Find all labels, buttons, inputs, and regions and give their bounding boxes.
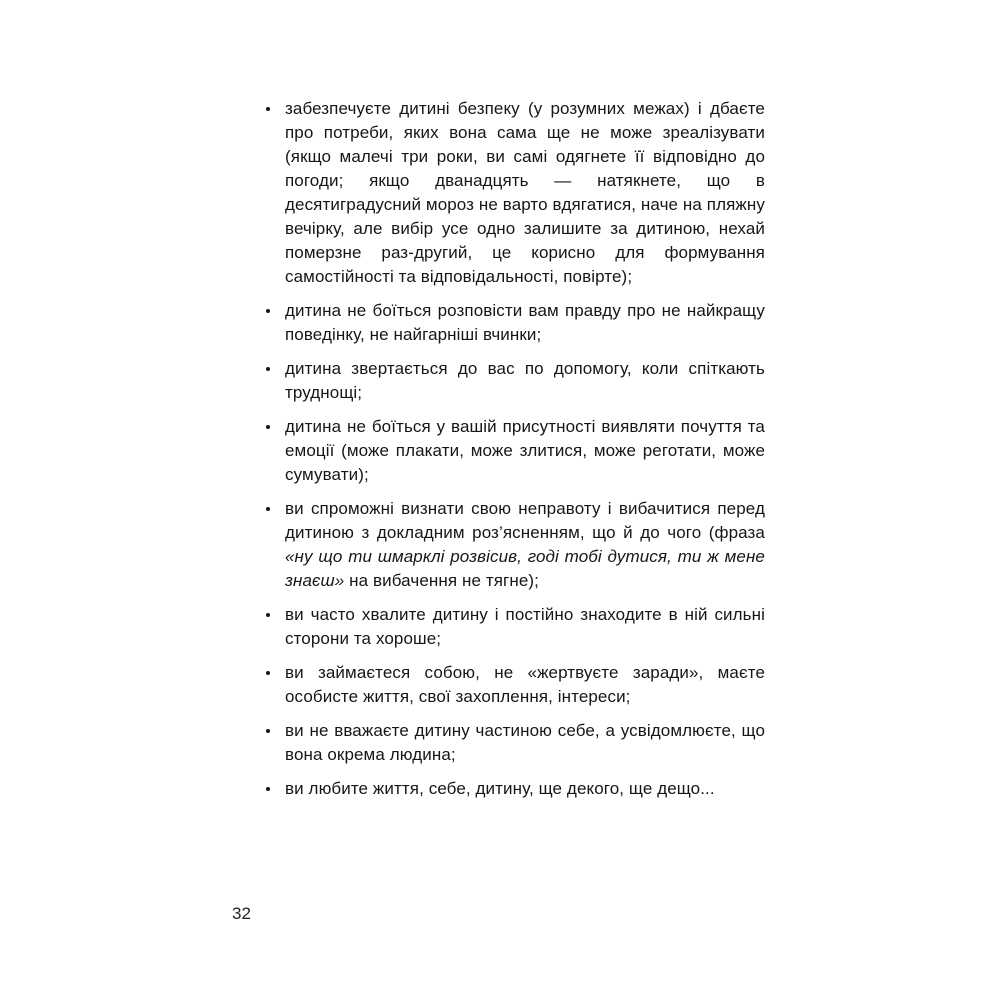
- list-item: [262, 661, 765, 709]
- list-item-text: [285, 721, 765, 764]
- text-segment: забезпечуєте дитині безпеку (у розумних межах) і дбаєте про потреби, яких вона сама ще не може зреалізувати (якщо малечі три роки, ви самі одягнете її відповідно до погоди; якщо дванадцять — натякнете, що в десятиградусний мороз не варто вдягатися, наче на пляжну вечірку, але вибір усе одно залишите за дитиною, нехай померзне раз-другий, це корисно для формування самостійності та відповідальності, повірте);: [285, 99, 765, 286]
- bullet-dot: [266, 729, 270, 733]
- list-item-text: [285, 359, 765, 402]
- bullet-dot: [266, 309, 270, 313]
- text-segment: ви спроможні визнати свою неправоту і вибачитися перед дитиною з докладним роз’ясненням, що й до чого (фраза: [285, 499, 765, 542]
- bullet-dot: [266, 425, 270, 429]
- list-item: [262, 299, 765, 347]
- bullet-dot: [266, 671, 270, 675]
- list-item: [262, 415, 765, 487]
- list-item-text: [285, 779, 715, 798]
- list-item-text: [285, 605, 765, 648]
- list-item-text: [285, 301, 765, 344]
- italic-quote: «ну що ти шмарклі розвісив, годі тобі дутися, ти ж мене знаєш»: [285, 547, 765, 590]
- text-segment: ви займаєтеся собою, не «жертвуєте заради», маєте особисте життя, свої захоплення, інтереси;: [285, 663, 765, 706]
- list-item-text: [285, 499, 765, 590]
- list-item: [262, 97, 765, 289]
- list-item: [262, 719, 765, 767]
- list-item-text: [285, 417, 765, 484]
- text-segment: на вибачення не тягне);: [344, 571, 539, 590]
- list-item-text: [285, 99, 765, 286]
- list-item: [262, 603, 765, 651]
- text-segment: дитина не боїться розповісти вам правду про не найкращу поведінку, не найгарніші вчинки;: [285, 301, 765, 344]
- list-item-text: [285, 663, 765, 706]
- page-number: 32: [232, 904, 251, 923]
- bullet-dot: [266, 367, 270, 371]
- text-segment: ви часто хвалите дитину і постійно знаходите в ній сильні сторони та хороше;: [285, 605, 765, 648]
- text-segment: ви любите життя, себе, дитину, ще декого, ще дещо...: [285, 779, 715, 798]
- bullet-list: [262, 97, 765, 801]
- list-item: [262, 357, 765, 405]
- list-item: [262, 497, 765, 593]
- text-block: [262, 97, 765, 811]
- text-segment: ви не вважаєте дитину частиною себе, а усвідомлюєте, що вона окрема людина;: [285, 721, 765, 764]
- list-item: [262, 777, 765, 801]
- bullet-dot: [266, 613, 270, 617]
- text-segment: дитина звертається до вас по допомогу, коли спіткають труднощі;: [285, 359, 765, 402]
- bullet-dot: [266, 787, 270, 791]
- bullet-dot: [266, 107, 270, 111]
- bullet-dot: [266, 507, 270, 511]
- text-segment: дитина не боїться у вашій присутності виявляти почуття та емоції (може плакати, може злитися, може реготати, може сумувати);: [285, 417, 765, 484]
